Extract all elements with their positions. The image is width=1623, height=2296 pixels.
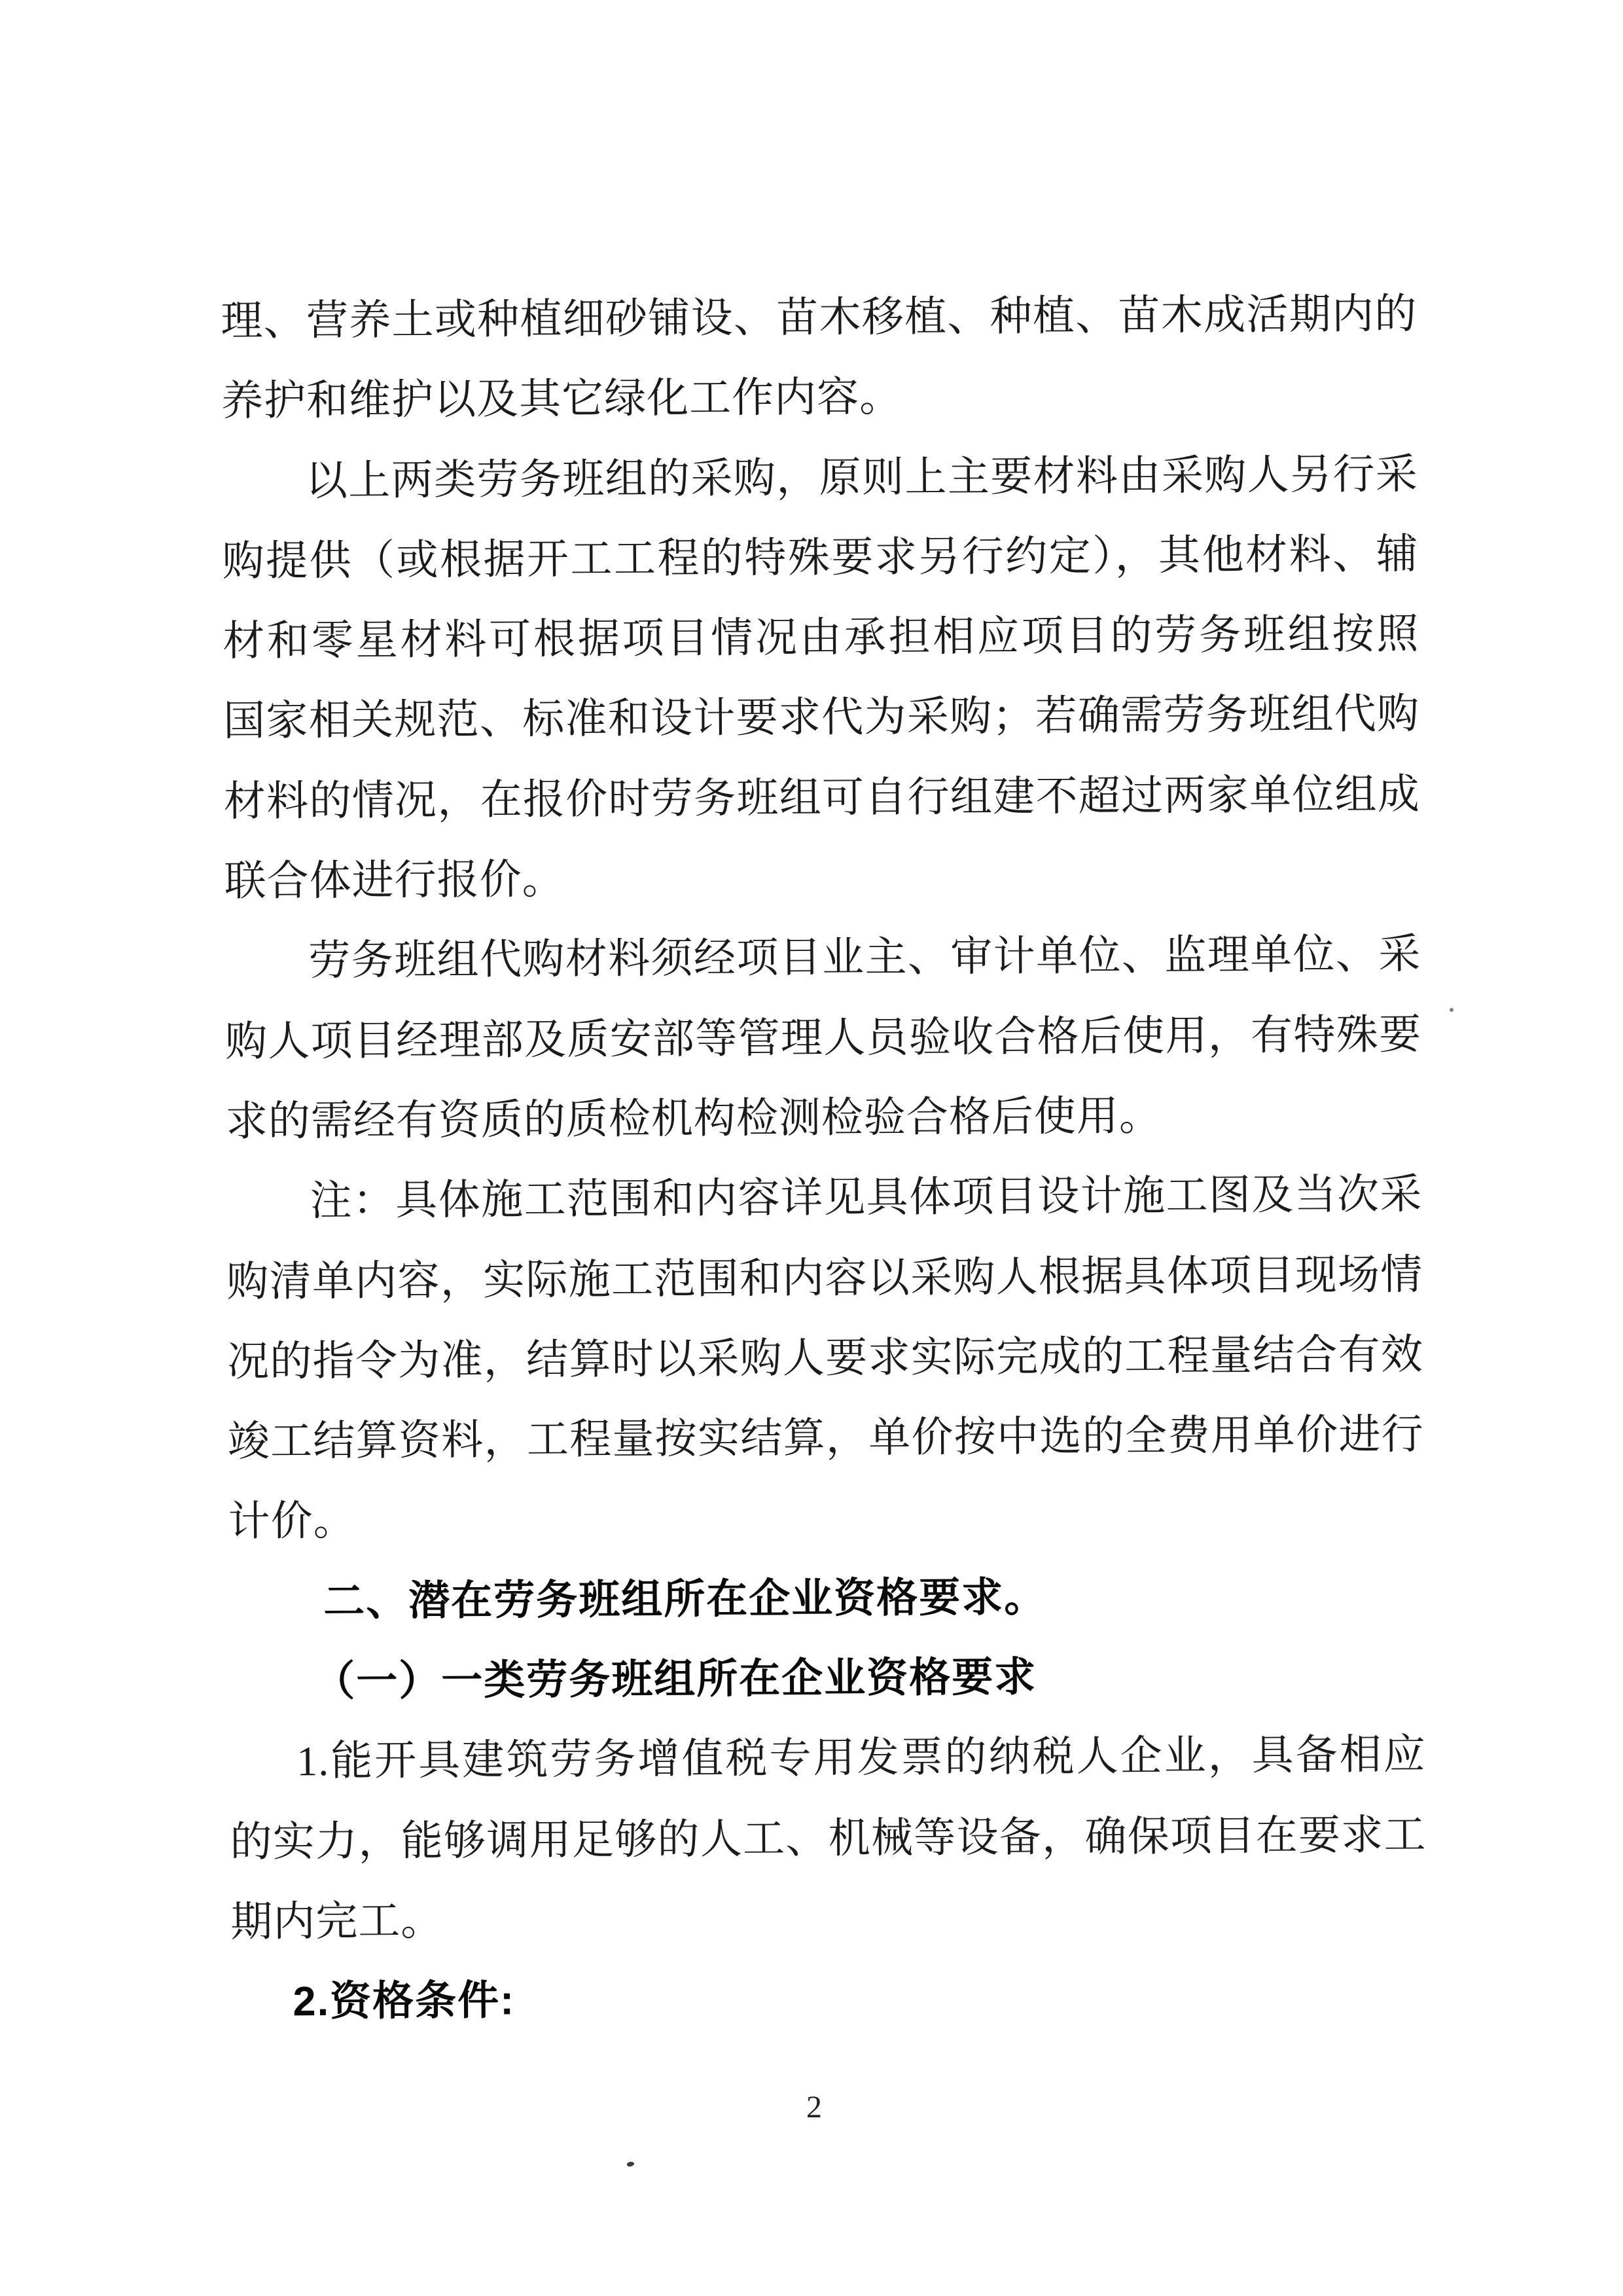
text-line: 联合体进行报价。: [224, 855, 565, 905]
text-line: 材料的情况，在报价时劳务班组可自行组建不超过两家单位组成: [223, 770, 1421, 825]
heading-line: 2.资格条件:: [293, 1977, 516, 2025]
text-line: 国家相关规范、标准和设计要求代为采购；若确需劳务班组代购: [223, 691, 1420, 745]
text-line: 注：具体施工范围和内容详见具体项目设计施工图及当次采: [310, 1171, 1423, 1225]
text-line: 竣工结算资料，工程量按实结算，单价按中选的全费用单价进行: [227, 1410, 1425, 1465]
text-line: 况的指令为准，结算时以采购人要求实际完成的工程量结合有效: [226, 1331, 1424, 1385]
text-line: 1.能开具建筑劳务增值税专用发票的纳税人企业，具备相应: [296, 1731, 1426, 1785]
text-line: 材和零星材料可根据项目情况由承担相应项目的劳务班组按照: [223, 611, 1419, 665]
text-line: 购人项目经理部及质安部等管理人员验收合格后使用，有特殊要: [224, 1011, 1422, 1065]
heading-line: （一）一类劳务班组所在企业资格要求: [313, 1654, 1037, 1705]
text-line: 的实力，能够调用足够的人工、机械等设备，确保项目在要求工: [230, 1811, 1427, 1865]
scan-artifact: [626, 2161, 634, 2168]
text-line: 购清单内容，实际施工范围和内容以采购人根据具体项目现场情: [226, 1251, 1423, 1305]
text-line: 劳务班组代购材料须经项目业主、审计单位、监理单位、采: [308, 931, 1421, 984]
scan-artifact: [1450, 1008, 1454, 1012]
scan-artifact: [830, 558, 832, 560]
heading-line: 二、潜在劳务班组所在企业资格要求。: [323, 1574, 1047, 1624]
text-line: 理、营养土或种植细砂铺设、苗木移植、种植、苗木成活期内的: [221, 290, 1418, 344]
text-line: 期内完工。: [230, 1897, 444, 1945]
text-line: 计价。: [228, 1498, 356, 1545]
text-line: 养护和维护以及其它绿化工作内容。: [221, 373, 902, 425]
text-line: 求的需经有资质的质检机构检测检验合格后使用。: [225, 1092, 1162, 1145]
page-number: 2: [806, 2090, 822, 2125]
document-body: [221, 274, 1427, 2043]
text-line: 以上两类劳务班组的采购，原则上主要材料由采购人另行采: [305, 450, 1419, 504]
text-line: 购提供（或根据开工工程的特殊要求另行约定），其他材料、辅: [222, 530, 1419, 584]
